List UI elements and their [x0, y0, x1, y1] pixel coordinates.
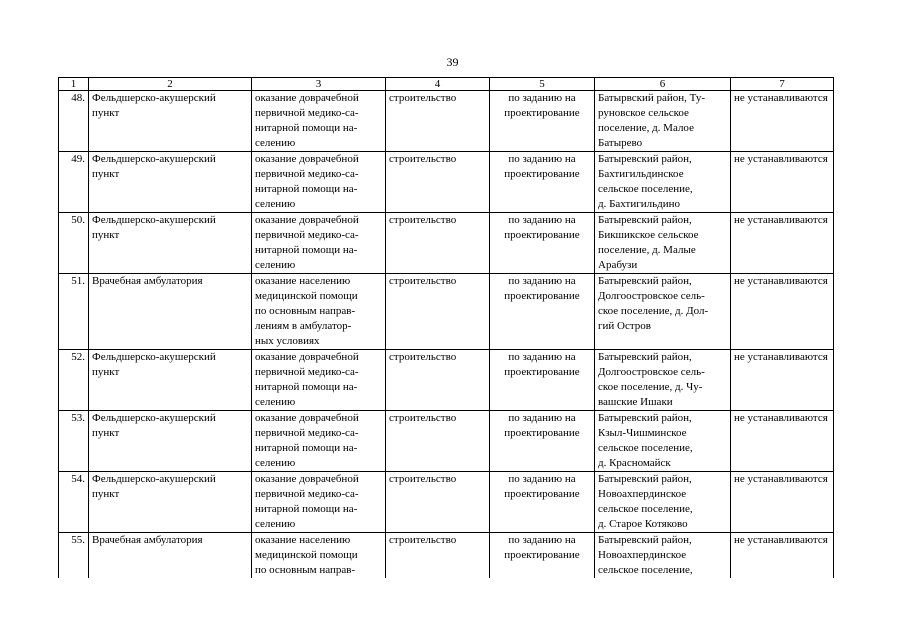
column-number: 1	[59, 78, 89, 91]
facility-name: Врачебная амбулатория	[89, 274, 252, 350]
zone-limits: не устанавливаются	[731, 533, 834, 579]
column-number: 4	[386, 78, 490, 91]
facility-purpose: оказание доврачебной первичной медико-са- нитарной помощи на- селению	[252, 91, 386, 152]
design-stage: по заданию на проектирование	[490, 274, 595, 350]
location: Батыревский район, Кзыл-Чишминское сельское поселение, д. Красномайск	[595, 411, 731, 472]
zone-limits: не устанавливаются	[731, 350, 834, 411]
zone-limits: не устанавливаются	[731, 152, 834, 213]
row-number: 54.	[59, 472, 89, 533]
table-row	[59, 213, 834, 274]
location: Батыревский район, Бахтигильдинское сельское поселение, д. Бахтигильдино	[595, 152, 731, 213]
zone-limits: не устанавливаются	[731, 91, 834, 152]
table-row	[59, 533, 834, 579]
facility-purpose: оказание доврачебной первичной медико-са- нитарной помощи на- селению	[252, 152, 386, 213]
table-row	[59, 274, 834, 350]
row-number: 48.	[59, 91, 89, 152]
column-number-row	[59, 78, 834, 91]
table-row	[59, 411, 834, 472]
zone-limits: не устанавливаются	[731, 472, 834, 533]
work-type: строительство	[386, 91, 490, 152]
column-number: 5	[490, 78, 595, 91]
location: Батыревский район, Бикшикское сельское поселение, д. Малые Арабузи	[595, 213, 731, 274]
work-type: строительство	[386, 472, 490, 533]
location: Батыревский район, Долгоостровское сель- ское поселение, д. Чу- вашские Ишаки	[595, 350, 731, 411]
facility-purpose: оказание доврачебной первичной медико-са- нитарной помощи на- селению	[252, 411, 386, 472]
table-row	[59, 152, 834, 213]
location: Батыревский район, Новоахпердинское сельское поселение, д. Старое Котяково	[595, 472, 731, 533]
facility-name: Фельдшерско-акушерский пункт	[89, 350, 252, 411]
row-number: 52.	[59, 350, 89, 411]
table-row	[59, 91, 834, 152]
facility-purpose: оказание доврачебной первичной медико-са- нитарной помощи на- селению	[252, 472, 386, 533]
work-type: строительство	[386, 533, 490, 579]
column-number: 3	[252, 78, 386, 91]
design-stage: по заданию на проектирование	[490, 411, 595, 472]
column-number: 6	[595, 78, 731, 91]
work-type: строительство	[386, 274, 490, 350]
location: Батыревский район, Долгоостровское сель- ское поселение, д. Дол- гий Остров	[595, 274, 731, 350]
design-stage: по заданию на проектирование	[490, 91, 595, 152]
work-type: строительство	[386, 411, 490, 472]
zone-limits: не устанавливаются	[731, 213, 834, 274]
facility-purpose: оказание доврачебной первичной медико-са- нитарной помощи на- селению	[252, 213, 386, 274]
facility-name: Фельдшерско-акушерский пункт	[89, 91, 252, 152]
facility-purpose: оказание населению медицинской помощи по основным направ-	[252, 533, 386, 579]
design-stage: по заданию на проектирование	[490, 533, 595, 579]
location: Батырвский район, Ту- руновское сельское поселение, д. Малое Батырево	[595, 91, 731, 152]
work-type: строительство	[386, 213, 490, 274]
facility-name: Фельдшерско-акушерский пункт	[89, 472, 252, 533]
design-stage: по заданию на проектирование	[490, 152, 595, 213]
table-row	[59, 350, 834, 411]
row-number: 53.	[59, 411, 89, 472]
location: Батыревский район, Новоахпердинское сельское поселение,	[595, 533, 731, 579]
design-stage: по заданию на проектирование	[490, 472, 595, 533]
facility-name: Врачебная амбулатория	[89, 533, 252, 579]
row-number: 55.	[59, 533, 89, 579]
column-number: 2	[89, 78, 252, 91]
page-number: 39	[446, 55, 459, 69]
work-type: строительство	[386, 152, 490, 213]
facility-name: Фельдшерско-акушерский пункт	[89, 411, 252, 472]
column-number: 7	[731, 78, 834, 91]
table-row	[59, 472, 834, 533]
zone-limits: не устанавливаются	[731, 411, 834, 472]
facilities-table	[58, 77, 834, 578]
row-number: 50.	[59, 213, 89, 274]
facility-name: Фельдшерско-акушерский пункт	[89, 213, 252, 274]
work-type: строительство	[386, 350, 490, 411]
facility-name: Фельдшерско-акушерский пункт	[89, 152, 252, 213]
facility-purpose: оказание доврачебной первичной медико-са- нитарной помощи на- селению	[252, 350, 386, 411]
design-stage: по заданию на проектирование	[490, 213, 595, 274]
row-number: 49.	[59, 152, 89, 213]
zone-limits: не устанавливаются	[731, 274, 834, 350]
row-number: 51.	[59, 274, 89, 350]
design-stage: по заданию на проектирование	[490, 350, 595, 411]
facility-purpose: оказание населению медицинской помощи по основным направ- лениям в амбулатор- ных условиях	[252, 274, 386, 350]
